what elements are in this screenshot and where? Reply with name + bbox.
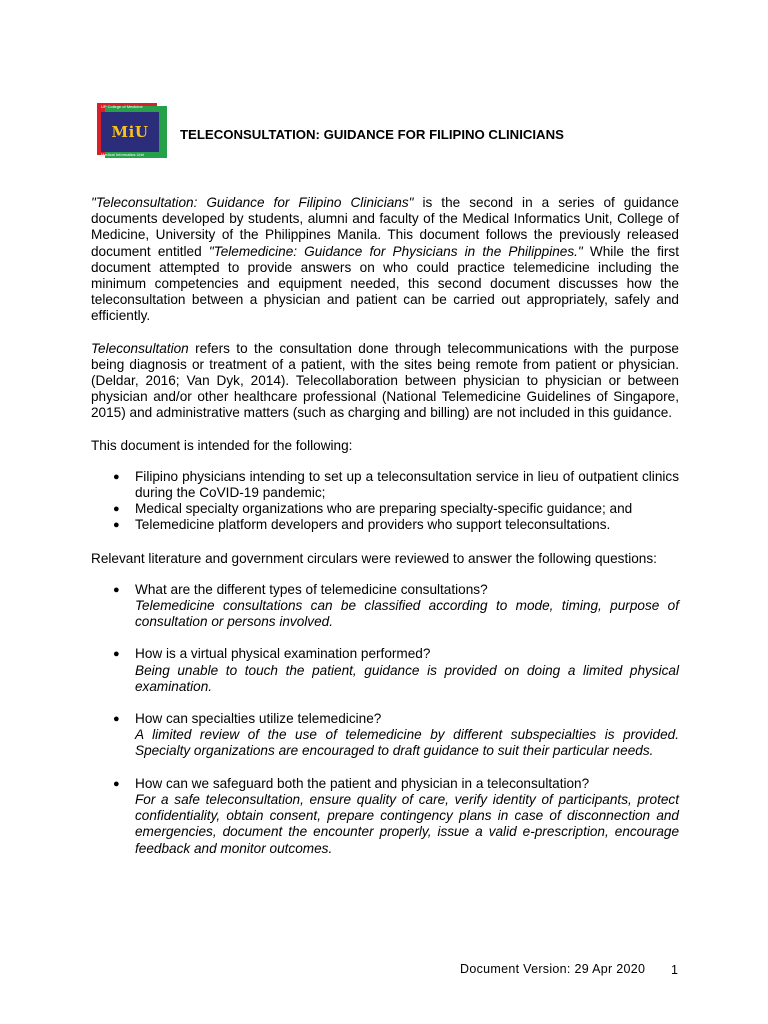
list-item [91, 469, 679, 501]
document-version: Document Version: 29 Apr 2020 [460, 962, 646, 976]
question-text: How can we safeguard both the patient and physician in a teleconsultation? [135, 775, 590, 791]
logo-top-text: UP College of Medicine [101, 104, 143, 109]
list-item [91, 501, 679, 517]
list-item-text: Telemedicine platform developers and providers who support teleconsultations. [135, 517, 611, 533]
bullet-icon: ● [113, 713, 120, 726]
answer-text: For a safe teleconsultation, ensure quality of care, verify identity of participants, protect confidentiality, obtain consent, prepare contingency plans in case of disconnection and emergencies, document the encounter properly, issue a valid e-prescription, encourage feedback and monitor outcomes. [135, 791, 679, 856]
bullet-icon: ● [113, 503, 120, 516]
miu-logo [97, 103, 167, 158]
question-item [91, 582, 679, 631]
bullet-icon: ● [113, 583, 120, 596]
list-item [91, 517, 679, 533]
question-text: How can specialties utilize telemedicine? [135, 711, 382, 727]
referenced-document-title: "Telemedicine: Guidance for Physicians in the Philippines." [208, 243, 583, 259]
page-number: 1 [671, 963, 678, 977]
bullet-icon: ● [113, 470, 120, 483]
intro-paragraph [91, 195, 679, 325]
question-item [91, 776, 679, 857]
intro-text-a: is the second in a series of guidance documents developed by students, alumni and faculty of the Medical Informatics Unit, College of Medicine, University of the Philippines Manila. This document follows the previously released document entitled [91, 195, 679, 259]
list-item-text: Medical specialty organizations who are preparing specialty-specific guidance; and [135, 501, 633, 517]
logo-navy-block [101, 112, 159, 152]
answer-text: Telemedicine consultations can be classified according to mode, timing, purpose of consultation or persons involved. [135, 598, 679, 630]
document-title: TELECONSULTATION: GUIDANCE FOR FILIPINO CLINICIANS [180, 127, 564, 142]
logo-bottom-text: Medical Informatics Unit [101, 152, 144, 157]
question-text: How is a virtual physical examination performed? [135, 646, 431, 662]
definition-text: refers to the consultation done through telecommunications with the purpose being diagnosis or treatment of a patient, with the sites being remote from patient or physician. (Deldar, 2016; Van Dyk, 2014). Telecollaboration between physician to physician or between physician and/or other healthcare professional (National Telemedicine Guidelines of Singapore, 2015) and administrative matters (such as charging and billing) are not included in this guidance. [91, 340, 679, 421]
questions-intro: Relevant literature and government circulars were reviewed to answer the following questions: [91, 550, 657, 566]
logo-text: MiU [111, 123, 149, 141]
questions-list [91, 582, 679, 857]
defined-term: Teleconsultation [91, 340, 189, 356]
list-item-text: Filipino physicians intending to set up a teleconsultation service in lieu of outpatient clinics during the CoVID-19 pandemic; [135, 468, 679, 501]
intended-audience-list [91, 469, 679, 534]
answer-text: Being unable to touch the patient, guidance is provided on doing a limited physical examination. [135, 662, 679, 694]
question-item [91, 711, 679, 760]
bullet-icon: ● [113, 648, 120, 661]
bullet-icon: ● [113, 519, 120, 532]
intro-text-b: While the first document attempted to provide answers on who could practice telemedicine including the minimum competencies and equipment needed, this second document discusses how the teleconsultation between a physician and patient can be carried out appropriately, safely and efficiently. [91, 243, 679, 324]
definition-paragraph [91, 341, 679, 422]
quoted-title: "Teleconsultation: Guidance for Filipino Clinicians" [91, 195, 414, 210]
answer-text: A limited review of the use of telemedicine by different subspecialties is provided. Specialty organizations are encouraged to draft guidance to suit their particular needs. [135, 727, 679, 759]
bullet-icon: ● [113, 777, 120, 790]
question-text: What are the different types of telemedicine consultations? [135, 581, 488, 597]
question-item [91, 646, 679, 695]
document-body [91, 195, 679, 874]
intended-intro: This document is intended for the following: [91, 437, 353, 453]
